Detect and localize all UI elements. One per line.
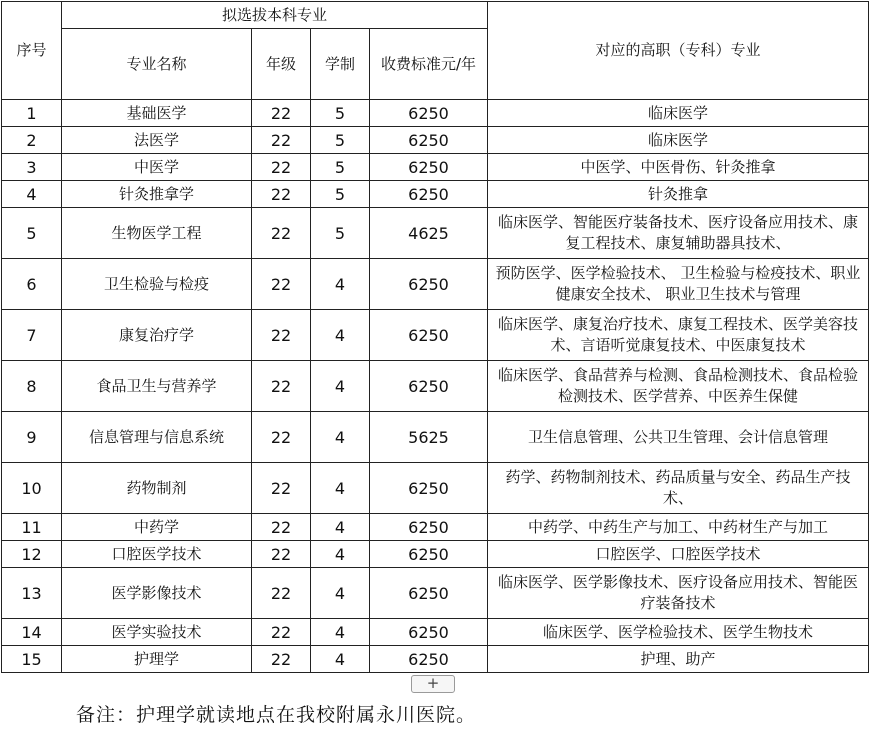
cell-grade: 22	[252, 259, 311, 310]
cell-years: 4	[311, 646, 370, 673]
cell-grade: 22	[252, 127, 311, 154]
cell-major: 护理学	[62, 646, 252, 673]
cell-years: 4	[311, 361, 370, 412]
table-row	[2, 463, 869, 514]
cell-grade: 22	[252, 361, 311, 412]
cell-major: 医学实验技术	[62, 619, 252, 646]
cell-seq: 15	[2, 646, 62, 673]
cell-major: 医学影像技术	[62, 568, 252, 619]
cell-vocational: 药学、药物制剂技术、药品质量与安全、药品生产技术、	[488, 463, 869, 514]
table-row	[2, 541, 869, 568]
cell-seq: 8	[2, 361, 62, 412]
cell-seq: 4	[2, 181, 62, 208]
cell-vocational: 预防医学、医学检验技术、 卫生检验与检疫技术、职业健康安全技术、 职业卫生技术与管理	[488, 259, 869, 310]
table-row	[2, 100, 869, 127]
header-group: 拟选拔本科专业	[62, 2, 488, 29]
cell-major: 针灸推拿学	[62, 181, 252, 208]
cell-seq: 3	[2, 154, 62, 181]
cell-years: 5	[311, 181, 370, 208]
cell-vocational: 口腔医学、口腔医学技术	[488, 541, 869, 568]
cell-seq: 7	[2, 310, 62, 361]
cell-fee: 6250	[370, 100, 488, 127]
header-major: 专业名称	[62, 29, 252, 100]
cell-major: 生物医学工程	[62, 208, 252, 259]
cell-fee: 6250	[370, 619, 488, 646]
cell-vocational: 临床医学	[488, 127, 869, 154]
cell-years: 5	[311, 100, 370, 127]
cell-vocational: 中药学、中药生产与加工、中药材生产与加工	[488, 514, 869, 541]
cell-major: 口腔医学技术	[62, 541, 252, 568]
cell-fee: 6250	[370, 259, 488, 310]
cell-grade: 22	[252, 541, 311, 568]
header-vocational: 对应的高职（专科）专业	[488, 2, 869, 100]
add-row-button[interactable]: +	[411, 675, 455, 693]
table-row	[2, 619, 869, 646]
cell-seq: 1	[2, 100, 62, 127]
cell-fee: 6250	[370, 127, 488, 154]
cell-years: 4	[311, 514, 370, 541]
table-row	[2, 181, 869, 208]
cell-vocational: 临床医学、康复治疗技术、康复工程技术、医学美容技术、言语听觉康复技术、中医康复技术	[488, 310, 869, 361]
cell-major: 药物制剂	[62, 463, 252, 514]
cell-fee: 6250	[370, 181, 488, 208]
footnote: 备注：护理学就读地点在我校附属永川医院。	[76, 704, 477, 726]
cell-seq: 6	[2, 259, 62, 310]
cell-major: 法医学	[62, 127, 252, 154]
cell-grade: 22	[252, 463, 311, 514]
cell-fee: 6250	[370, 154, 488, 181]
cell-fee: 6250	[370, 463, 488, 514]
cell-grade: 22	[252, 154, 311, 181]
header-fee: 收费标准元/年	[370, 29, 488, 100]
cell-major: 中医学	[62, 154, 252, 181]
cell-years: 4	[311, 568, 370, 619]
cell-seq: 2	[2, 127, 62, 154]
cell-fee: 6250	[370, 646, 488, 673]
cell-vocational: 临床医学	[488, 100, 869, 127]
cell-grade: 22	[252, 568, 311, 619]
table-row	[2, 646, 869, 673]
cell-fee: 6250	[370, 310, 488, 361]
cell-grade: 22	[252, 412, 311, 463]
cell-seq: 9	[2, 412, 62, 463]
cell-major: 中药学	[62, 514, 252, 541]
cell-seq: 12	[2, 541, 62, 568]
cell-major: 康复治疗学	[62, 310, 252, 361]
cell-grade: 22	[252, 646, 311, 673]
table-row	[2, 568, 869, 619]
header-seq: 序号	[2, 2, 62, 100]
cell-vocational: 中医学、中医骨伤、针灸推拿	[488, 154, 869, 181]
cell-grade: 22	[252, 208, 311, 259]
cell-vocational: 护理、助产	[488, 646, 869, 673]
majors-table	[1, 1, 869, 673]
cell-years: 4	[311, 310, 370, 361]
cell-seq: 11	[2, 514, 62, 541]
cell-years: 4	[311, 259, 370, 310]
cell-vocational: 临床医学、医学影像技术、医疗设备应用技术、智能医疗装备技术	[488, 568, 869, 619]
cell-fee: 5625	[370, 412, 488, 463]
table-row	[2, 310, 869, 361]
cell-major: 基础医学	[62, 100, 252, 127]
table-row	[2, 514, 869, 541]
cell-seq: 13	[2, 568, 62, 619]
cell-seq: 14	[2, 619, 62, 646]
cell-fee: 4625	[370, 208, 488, 259]
cell-vocational: 临床医学、食品营养与检测、食品检测技术、食品检验检测技术、医学营养、中医养生保健	[488, 361, 869, 412]
cell-major: 卫生检验与检疫	[62, 259, 252, 310]
cell-fee: 6250	[370, 541, 488, 568]
header-row-top	[2, 2, 869, 29]
cell-grade: 22	[252, 100, 311, 127]
table-row	[2, 208, 869, 259]
cell-years: 5	[311, 154, 370, 181]
header-years: 学制	[311, 29, 370, 100]
cell-years: 4	[311, 412, 370, 463]
table-row	[2, 154, 869, 181]
header-grade: 年级	[252, 29, 311, 100]
cell-years: 4	[311, 463, 370, 514]
table-row	[2, 361, 869, 412]
cell-seq: 10	[2, 463, 62, 514]
cell-fee: 6250	[370, 361, 488, 412]
table-row	[2, 412, 869, 463]
table-row	[2, 127, 869, 154]
cell-grade: 22	[252, 619, 311, 646]
cell-years: 4	[311, 619, 370, 646]
table-row	[2, 259, 869, 310]
cell-seq: 5	[2, 208, 62, 259]
cell-fee: 6250	[370, 568, 488, 619]
cell-vocational: 临床医学、智能医疗装备技术、医疗设备应用技术、康复工程技术、康复辅助器具技术、	[488, 208, 869, 259]
cell-fee: 6250	[370, 514, 488, 541]
cell-grade: 22	[252, 310, 311, 361]
cell-years: 5	[311, 127, 370, 154]
cell-major: 食品卫生与营养学	[62, 361, 252, 412]
cell-grade: 22	[252, 514, 311, 541]
cell-grade: 22	[252, 181, 311, 208]
cell-years: 5	[311, 208, 370, 259]
cell-years: 4	[311, 541, 370, 568]
cell-vocational: 卫生信息管理、公共卫生管理、会计信息管理	[488, 412, 869, 463]
cell-vocational: 临床医学、医学检验技术、医学生物技术	[488, 619, 869, 646]
cell-vocational: 针灸推拿	[488, 181, 869, 208]
cell-major: 信息管理与信息系统	[62, 412, 252, 463]
